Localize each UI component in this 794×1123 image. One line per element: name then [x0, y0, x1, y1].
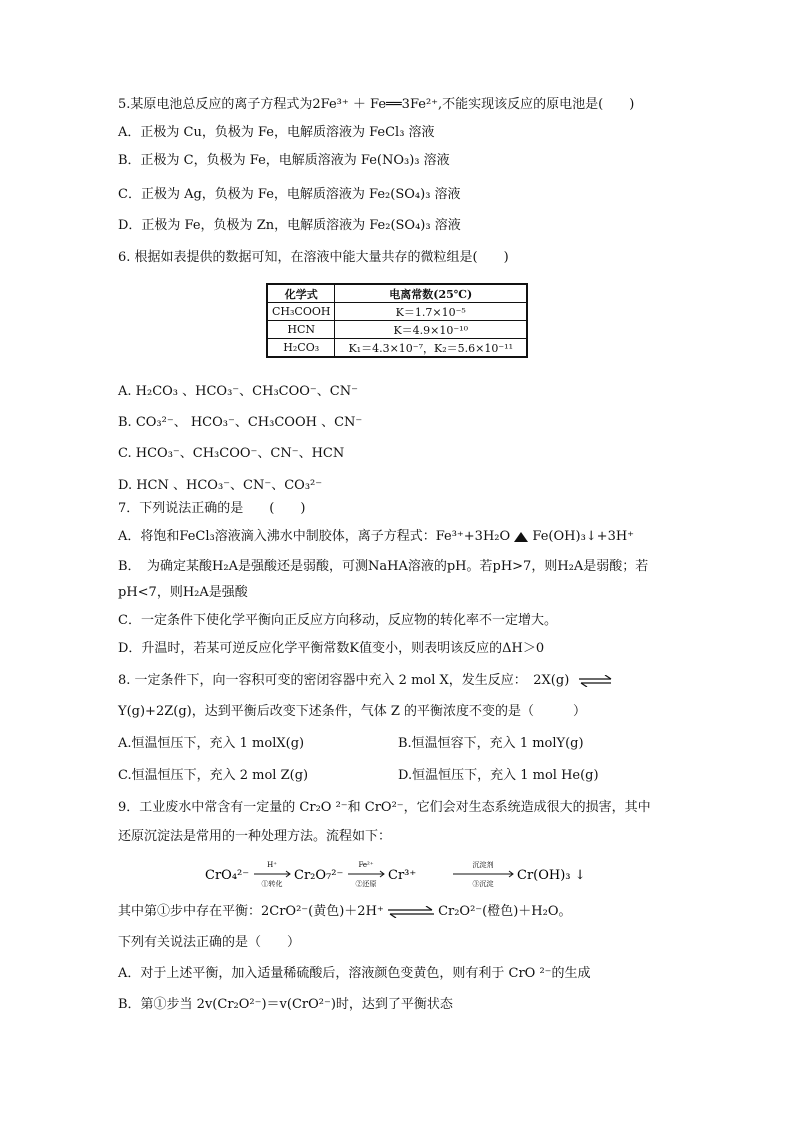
q5-option-b: B．正极为 C，负极为 Fe，电解质溶液为 Fe(NO₃)₃ 溶液 [118, 153, 450, 168]
q5-option-a: A．正极为 Cu，负极为 Fe，电解质溶液为 FeCl₃ 溶液 [118, 125, 435, 140]
reduction-flow-diagram [205, 860, 595, 890]
flow-arrow-2-bottom: ②还原 [355, 880, 377, 888]
q8-stem-line2: Y(g)+2Z(g)，达到平衡后改变下述条件，气体 Z 的平衡浓度不变的是（ ） [118, 704, 587, 719]
q5-option-d: D．正极为 Fe，负极为 Zn，电解质溶液为 Fe₂(SO₄)₃ 溶液 [118, 218, 461, 233]
q9-equilibrium-pre: 其中第①步中存在平衡：2CrO²⁻(黄色)＋2H⁺ [118, 904, 384, 919]
q6-stem: 6. 根据如表提供的数据可知，在溶液中能大量共存的微粒组是( ) [118, 250, 509, 265]
heat-triangle-icon [514, 532, 528, 542]
q7-option-a-pre: A．将饱和FeCl₃溶液滴入沸水中制胶体，离子方程式：Fe³⁺+3H₂O [118, 529, 515, 544]
flow-arrow-1-top: H⁺ [267, 861, 277, 869]
flow-arrow-3-bottom: ③沉淀 [472, 880, 494, 888]
q8-option-d: D.恒温恒压下，充入 1 mol He(g) [398, 768, 599, 783]
q9-stem-line2: 还原沉淀法是常用的一种处理方法。流程如下： [118, 829, 392, 844]
q8-stem-text: 8. 一定条件下，向一容积可变的密闭容器中充入 2 mol X，发生反应： 2X(g) [118, 673, 570, 688]
reversible-arrow-icon [579, 675, 613, 687]
reversible-arrow-icon [388, 906, 434, 918]
q9-equilibrium [118, 903, 572, 921]
table-cell: K₁＝4.3×10⁻⁷，K₂＝5.6×10⁻¹¹ [335, 339, 527, 358]
q6-option-c: C. HCO₃⁻、CH₃COO⁻、CN⁻、HCN [118, 446, 345, 461]
q8-option-c: C.恒温恒压下，充入 2 mol Z(g) [118, 768, 309, 783]
table-header-constant: 电离常数(25℃) [335, 284, 527, 303]
q7-option-c: C．一定条件下使化学平衡向正反应方向移动，反应物的转化率不一定增大。 [118, 613, 557, 628]
q6-option-a: A. H₂CO₃ 、HCO₃⁻、CH₃COO⁻、CN⁻ [118, 384, 358, 399]
table-cell: H₂CO₃ [267, 339, 335, 358]
q7-option-a [118, 528, 634, 546]
table-header-formula: 化学式 [267, 284, 335, 303]
q9-stem-line1: 9．工业废水中常含有一定量的 Cr₂O ²⁻和 CrO²⁻，它们会对生态系统造成很大的损害，其中 [118, 800, 651, 815]
q7-option-b-line1: B． 为确定某酸H₂A是强酸还是弱酸，可测NaHA溶液的pH。若pH>7，则H₂A是弱酸；若 [118, 559, 649, 574]
q6-option-b: B. CO₃²⁻、 HCO₃⁻、CH₃COOH 、CN⁻ [118, 415, 363, 430]
table-row [267, 339, 527, 358]
q8-option-b: B.恒温恒容下，充入 1 molY(g) [398, 736, 584, 751]
q7-option-b-line2: pH<7，则H₂A是强酸 [118, 585, 248, 600]
table-cell: K＝4.9×10⁻¹⁰ [335, 321, 527, 339]
q9-question: 下列有关说法正确的是（ ） [118, 935, 301, 950]
q7-option-a-post: Fe(OH)₃↓+3H⁺ [528, 529, 635, 544]
flow-species-1: CrO₄²⁻ [205, 868, 250, 883]
table-cell: HCN [267, 321, 335, 339]
flow-arrow-3-top: 沉淀剂 [472, 861, 494, 869]
flow-svg [205, 860, 595, 890]
q8-stem-line1 [118, 672, 613, 690]
table-cell: K＝1.7×10⁻⁵ [335, 303, 527, 321]
q9-equilibrium-post: Cr₂O²⁻(橙色)＋H₂O。 [438, 904, 572, 919]
q9-option-b: B．第①步当 2v(Cr₂O²⁻)＝v(CrO²⁻)时，达到了平衡状态 [118, 997, 453, 1012]
flow-species-3: Cr³⁺ [388, 868, 417, 883]
flow-arrow-1-bottom: ①转化 [261, 880, 283, 888]
q6-option-d: D. HCN 、HCO₃⁻、CN⁻、CO₃²⁻ [118, 478, 323, 493]
q7-stem: 7．下列说法正确的是 ( ) [118, 501, 306, 516]
q5-option-c: C．正极为 Ag，负极为 Fe，电解质溶液为 Fe₂(SO₄)₃ 溶液 [118, 187, 461, 202]
q7-option-d: D．升温时，若某可逆反应化学平衡常数K值变小，则表明该反应的ΔH＞0 [118, 641, 545, 656]
table-header-row [267, 284, 527, 303]
flow-species-4: Cr(OH)₃ ↓ [517, 868, 586, 883]
flow-arrow-2-top: Fe²⁺ [358, 861, 374, 869]
flow-species-2: Cr₂O₇²⁻ [294, 868, 344, 883]
table-cell: CH₃COOH [267, 303, 335, 321]
ionization-constant-table [266, 283, 528, 358]
q8-option-a: A.恒温恒压下，充入 1 molX(g) [118, 736, 305, 751]
table-row [267, 321, 527, 339]
q5-stem: 5.某原电池总反应的离子方程式为2Fe³⁺ ＋ Fe══3Fe²⁺,不能实现该反应的原电池是( ) [118, 97, 635, 112]
table-row [267, 303, 527, 321]
q9-option-a: A．对于上述平衡，加入适量稀硫酸后，溶液颜色变黄色，则有利于 CrO ²⁻的生成 [118, 966, 591, 981]
